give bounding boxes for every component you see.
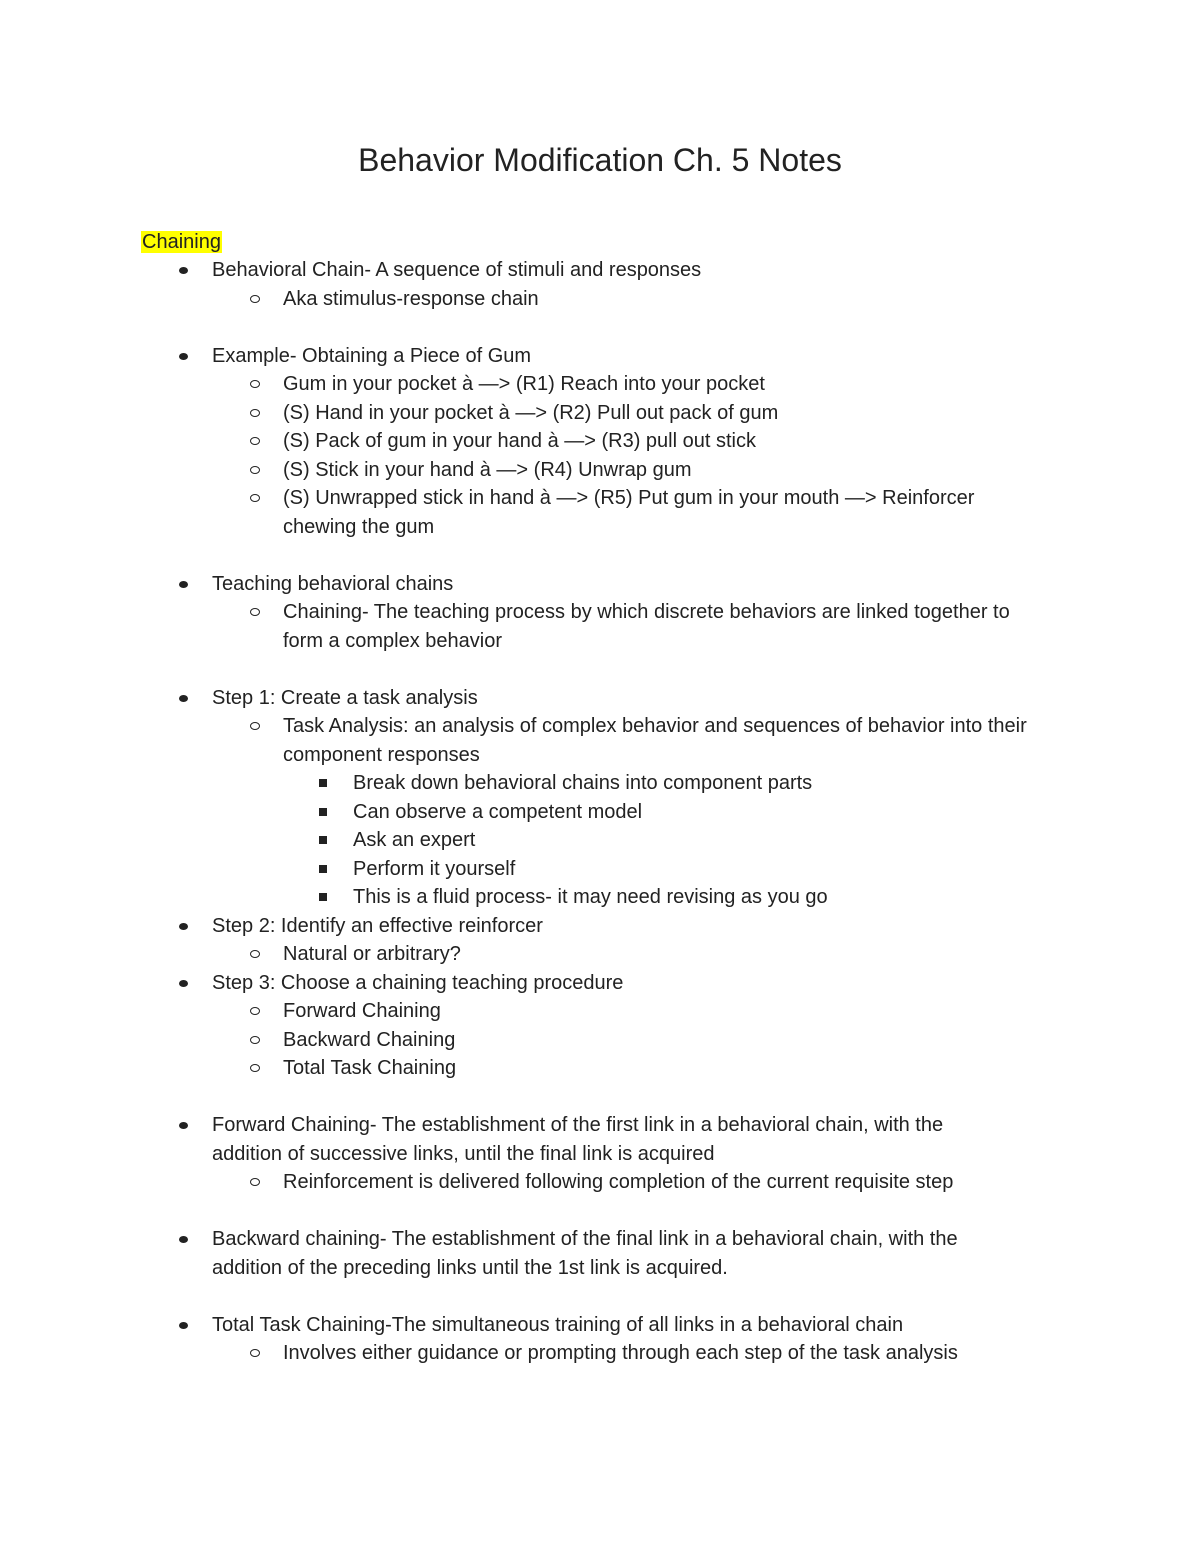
list-item-text: Perform it yourself xyxy=(353,857,516,880)
list-item-level-2 xyxy=(283,1168,1048,1197)
square-bullet-icon xyxy=(319,836,327,844)
list-item-text: Can observe a competent model xyxy=(353,800,643,823)
list-item-text: Teaching behavioral chains xyxy=(212,572,454,595)
hollow-circle-bullet-icon xyxy=(250,466,260,474)
list-item-text: Task Analysis: an analysis of complex behavior and sequences of behavior into their component responses xyxy=(283,715,1027,766)
hollow-circle-bullet-icon xyxy=(250,295,260,303)
filled-circle-bullet-icon xyxy=(179,980,188,987)
list-item-text: Forward Chaining xyxy=(283,1000,441,1022)
list-item-level-2 xyxy=(283,712,1048,769)
list-item-level-1 xyxy=(212,1111,1012,1168)
list-item-level-2 xyxy=(283,1026,1048,1055)
list-item-text: Chaining- The teaching process by which discrete behaviors are linked together to form a complex behavior xyxy=(283,601,1010,652)
list-item-text: Aka stimulus-response chain xyxy=(283,287,539,310)
list-item-level-2 xyxy=(283,484,1048,541)
list-item-text: Involves either guidance or prompting through each step of the task analysis xyxy=(283,1342,958,1364)
list-item-text: Forward Chaining- The establishment of the first link in a behavioral chain, with the addition of successive links, until the final link is acquired xyxy=(212,1114,944,1165)
hollow-circle-bullet-icon xyxy=(250,1178,260,1186)
list-item-text: Ask an expert xyxy=(353,829,476,851)
square-bullet-icon xyxy=(319,893,327,901)
filled-circle-bullet-icon xyxy=(179,267,188,274)
list-item-level-2 xyxy=(283,1339,1048,1368)
list-item-text: Break down behavioral chains into component parts xyxy=(353,772,813,794)
list-item-level-1 xyxy=(212,912,1012,941)
list-item-level-2 xyxy=(283,598,1048,655)
list-item-level-1 xyxy=(212,342,1012,371)
list-item-text: Gum in your pocket à —> (R1) Reach into your pocket xyxy=(283,373,765,395)
square-bullet-icon xyxy=(319,808,327,816)
list-item-level-3 xyxy=(353,855,1033,884)
list-item-level-2 xyxy=(283,370,1048,399)
list-item-level-2 xyxy=(283,285,1048,314)
list-item-text: (S) Hand in your pocket à —> (R2) Pull out pack of gum xyxy=(283,401,779,424)
list-item-text: Example- Obtaining a Piece of Gum xyxy=(212,344,532,367)
list-item-text: This is a fluid process- it may need revising as you go xyxy=(353,886,828,908)
list-item-text: Behavioral Chain- A sequence of stimuli and responses xyxy=(212,259,702,281)
list-item-level-3 xyxy=(353,883,1033,912)
hollow-circle-bullet-icon xyxy=(250,1036,260,1044)
hollow-circle-bullet-icon xyxy=(250,437,260,445)
section-heading xyxy=(141,229,222,255)
hollow-circle-bullet-icon xyxy=(250,950,260,958)
list-item-level-2 xyxy=(283,940,1048,969)
list-item-text: Backward Chaining xyxy=(283,1028,456,1051)
list-item-level-1 xyxy=(212,570,1012,599)
list-item-level-2 xyxy=(283,427,1048,456)
list-item-level-2 xyxy=(283,997,1048,1026)
list-item-level-1 xyxy=(212,969,1012,998)
list-item-text: Total Task Chaining-The simultaneous training of all links in a behavioral chain xyxy=(212,1313,904,1336)
hollow-circle-bullet-icon xyxy=(250,722,260,730)
list-item-level-3 xyxy=(353,798,1033,827)
list-item-text: Step 1: Create a task analysis xyxy=(212,686,478,709)
list-item-text: (S) Pack of gum in your hand à —> (R3) pull out stick xyxy=(283,430,756,452)
list-item-level-2 xyxy=(283,1054,1048,1083)
list-item-text: Step 2: Identify an effective reinforcer xyxy=(212,914,543,937)
list-item-text: Natural or arbitrary? xyxy=(283,943,461,965)
hollow-circle-bullet-icon xyxy=(250,1064,260,1072)
list-item-level-1 xyxy=(212,684,1012,713)
list-item-level-1 xyxy=(212,1311,1012,1340)
list-item-text: Step 3: Choose a chaining teaching procedure xyxy=(212,971,624,994)
list-item-level-1 xyxy=(212,256,1012,285)
filled-circle-bullet-icon xyxy=(179,353,188,360)
square-bullet-icon xyxy=(319,865,327,873)
list-item-text: Backward chaining- The establishment of the final link in a behavioral chain, with the addition of the preceding links until the 1st link is acquired. xyxy=(212,1228,958,1279)
notes-list xyxy=(0,256,1200,1368)
list-item-text: Total Task Chaining xyxy=(283,1057,457,1079)
section-heading-highlight: Chaining xyxy=(142,231,221,253)
list-item-text: Reinforcement is delivered following completion of the current requisite step xyxy=(283,1171,954,1193)
hollow-circle-bullet-icon xyxy=(250,409,260,417)
square-bullet-icon xyxy=(319,779,327,787)
filled-circle-bullet-icon xyxy=(179,923,188,930)
list-item-text: (S) Unwrapped stick in hand à —> (R5) Put gum in your mouth —> Reinforcer chewing the gum xyxy=(283,487,975,538)
page-title: Behavior Modification Ch. 5 Notes xyxy=(358,142,842,178)
list-item-level-2 xyxy=(283,399,1048,428)
filled-circle-bullet-icon xyxy=(179,1236,188,1243)
hollow-circle-bullet-icon xyxy=(250,380,260,388)
list-item-level-3 xyxy=(353,826,1033,855)
filled-circle-bullet-icon xyxy=(179,1122,188,1129)
hollow-circle-bullet-icon xyxy=(250,608,260,616)
hollow-circle-bullet-icon xyxy=(250,1349,260,1357)
filled-circle-bullet-icon xyxy=(179,581,188,588)
hollow-circle-bullet-icon xyxy=(250,1007,260,1015)
filled-circle-bullet-icon xyxy=(179,1322,188,1329)
list-item-level-3 xyxy=(353,769,1033,798)
filled-circle-bullet-icon xyxy=(179,695,188,702)
list-item-text: (S) Stick in your hand à —> (R4) Unwrap gum xyxy=(283,458,692,481)
hollow-circle-bullet-icon xyxy=(250,494,260,502)
list-item-level-2 xyxy=(283,456,1048,485)
list-item-level-1 xyxy=(212,1225,1012,1282)
